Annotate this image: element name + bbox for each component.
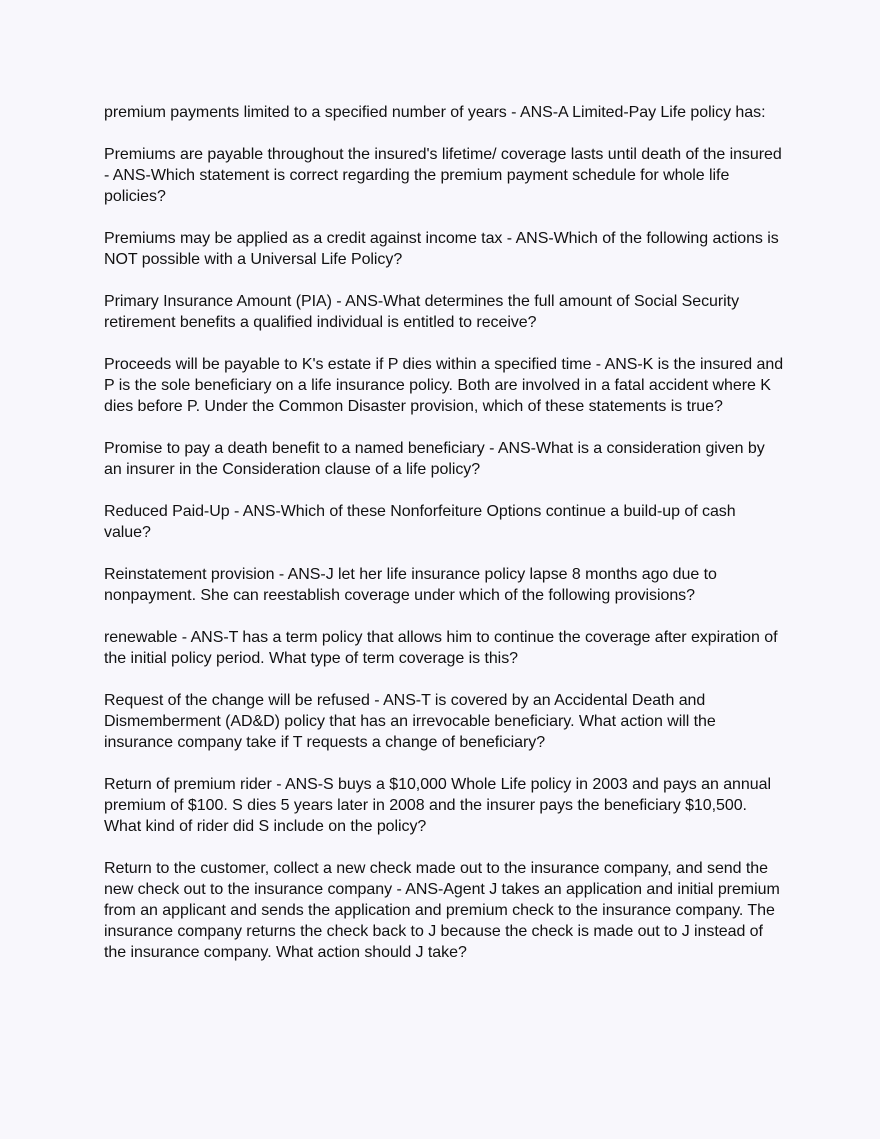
qa-entry: Return of premium rider - ANS-S buys a $10,000 Whole Life policy in 2003 and pays an annual premium of $100. S dies 5 years later in 2008 and the insurer pays the beneficiary $10,500. What kind of rider did S include on the policy? <box>104 776 771 835</box>
qa-entry: premium payments limited to a specified number of years - ANS-A Limited-Pay Life policy has: <box>104 104 766 121</box>
qa-entry: Reinstatement provision - ANS-J let her life insurance policy lapse 8 months ago due to nonpayment. She can reestablish coverage under which of the following provisions? <box>104 566 717 604</box>
qa-entry: Promise to pay a death benefit to a named beneficiary - ANS-What is a consideration given by an insurer in the Consideration clause of a life policy? <box>104 440 765 478</box>
qa-entry: Request of the change will be refused - ANS-T is covered by an Accidental Death and Dismemberment (AD&D) policy that has an irrevocable beneficiary. What action will the insurance company take if T requests a change of beneficiary? <box>104 692 716 751</box>
document-body <box>104 102 784 984</box>
qa-entry: Premiums are payable throughout the insured's lifetime/ coverage lasts until death of the insured - ANS-Which statement is correct regarding the premium payment schedule for whole life policies? <box>104 146 782 205</box>
qa-entry: Proceeds will be payable to K's estate if P dies within a specified time - ANS-K is the insured and P is the sole beneficiary on a life insurance policy. Both are involved in a fatal accident where K dies before P. Under the Common Disaster provision, which of these statements is true? <box>104 356 784 415</box>
qa-entry: Reduced Paid-Up - ANS-Which of these Nonforfeiture Options continue a build-up of cash value? <box>104 503 736 541</box>
qa-entry: Premiums may be applied as a credit against income tax - ANS-Which of the following actions is NOT possible with a Universal Life Policy? <box>104 230 779 268</box>
qa-entry: Return to the customer, collect a new check made out to the insurance company, and send the new check out to the insurance company - ANS-Agent J takes an application and initial premium from an applicant and sends the application and premium check to the insurance company. The insurance company returns the check back to J because the check is made out to J instead of the insurance company. What action should J take? <box>104 860 780 961</box>
qa-entry: Primary Insurance Amount (PIA) - ANS-What determines the full amount of Social Security retirement benefits a qualified individual is entitled to receive? <box>104 293 740 331</box>
qa-entry: renewable - ANS-T has a term policy that allows him to continue the coverage after expiration of the initial policy period. What type of term coverage is this? <box>104 629 778 667</box>
